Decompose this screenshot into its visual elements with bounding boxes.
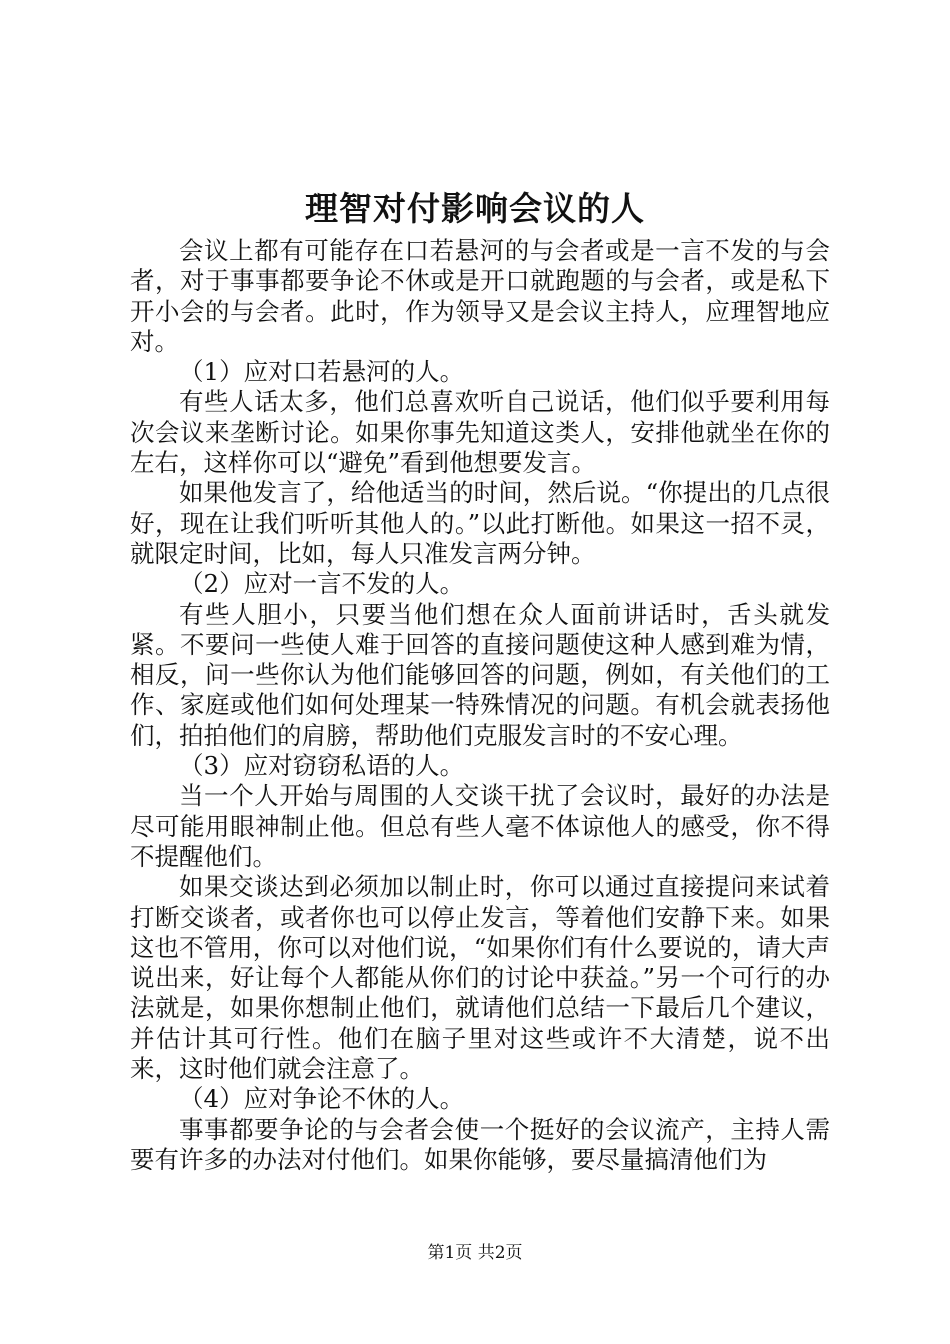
- section-heading-1: （1）应对口若悬河的人。: [179, 357, 465, 387]
- paragraph: 如果交谈达到必须加以制止时，你可以通过直接提问来试着打断交谈者，或者你也可以停止发言，等着他们安静下来。如果这也不管用，你可以对他们说，“如果你们有什么要说的，请大声说出来，好让每个人都能从你们的讨论中获益。”另一个可行的办法就是，如果你想制止他们，就请他们总结一下最后几个建议，并估计其可行性。他们在脑子里对这些或许不大清楚，说不出来，这时他们就会注意了。: [130, 872, 830, 1084]
- section-heading-3: （3）应对窃窃私语的人。: [179, 751, 465, 781]
- paragraph: 事事都要争论的与会者会使一个挺好的会议流产，主持人需要有许多的办法对付他们。如果你能够，要尽量搞清他们为: [130, 1114, 830, 1174]
- paragraph-intro: 会议上都有可能存在口若悬河的与会者或是一言不发的与会者，对于事事都要争论不休或是开口就跑题的与会者，或是私下开小会的与会者。此时，作为领导又是会议主持人，应理智地应对。: [130, 236, 830, 356]
- paragraph: 有些人胆小，只要当他们想在众人面前讲话时，舌头就发紧。不要问一些使人难于回答的直接问题使这种人感到难为情，相反，问一些你认为他们能够回答的问题，例如，有关他们的工作、家庭或他们如何处理某一特殊情况的问题。有机会就表扬他们，拍拍他们的肩膀，帮助他们克服发言时的不安心理。: [130, 599, 830, 750]
- page-title: 理智对付影响会议的人: [305, 189, 645, 228]
- paragraph: 当一个人开始与周围的人交谈干扰了会议时，最好的办法是尽可能用眼神制止他。但总有些人毫不体谅他人的感受，你不得不提醒他们。: [130, 781, 830, 871]
- section-heading-2: （2）应对一言不发的人。: [179, 569, 465, 599]
- paragraph: 有些人话太多，他们总喜欢听自己说话，他们似乎要利用每次会议来垄断讨论。如果你事先知道这类人，安排他就坐在你的左右，这样你可以“避免”看到他想要发言。: [130, 387, 830, 478]
- paragraph: 如果他发言了，给他适当的时间，然后说。“你提出的几点很好，现在让我们听听其他人的。”以此打断他。如果这一招不灵，就限定时间，比如，每人只准发言两分钟。: [130, 478, 830, 568]
- section-heading-4: （4）应对争论不休的人。: [179, 1084, 465, 1114]
- page-footer: 第1页 共2页: [427, 1243, 523, 1263]
- document-body: [130, 236, 830, 1175]
